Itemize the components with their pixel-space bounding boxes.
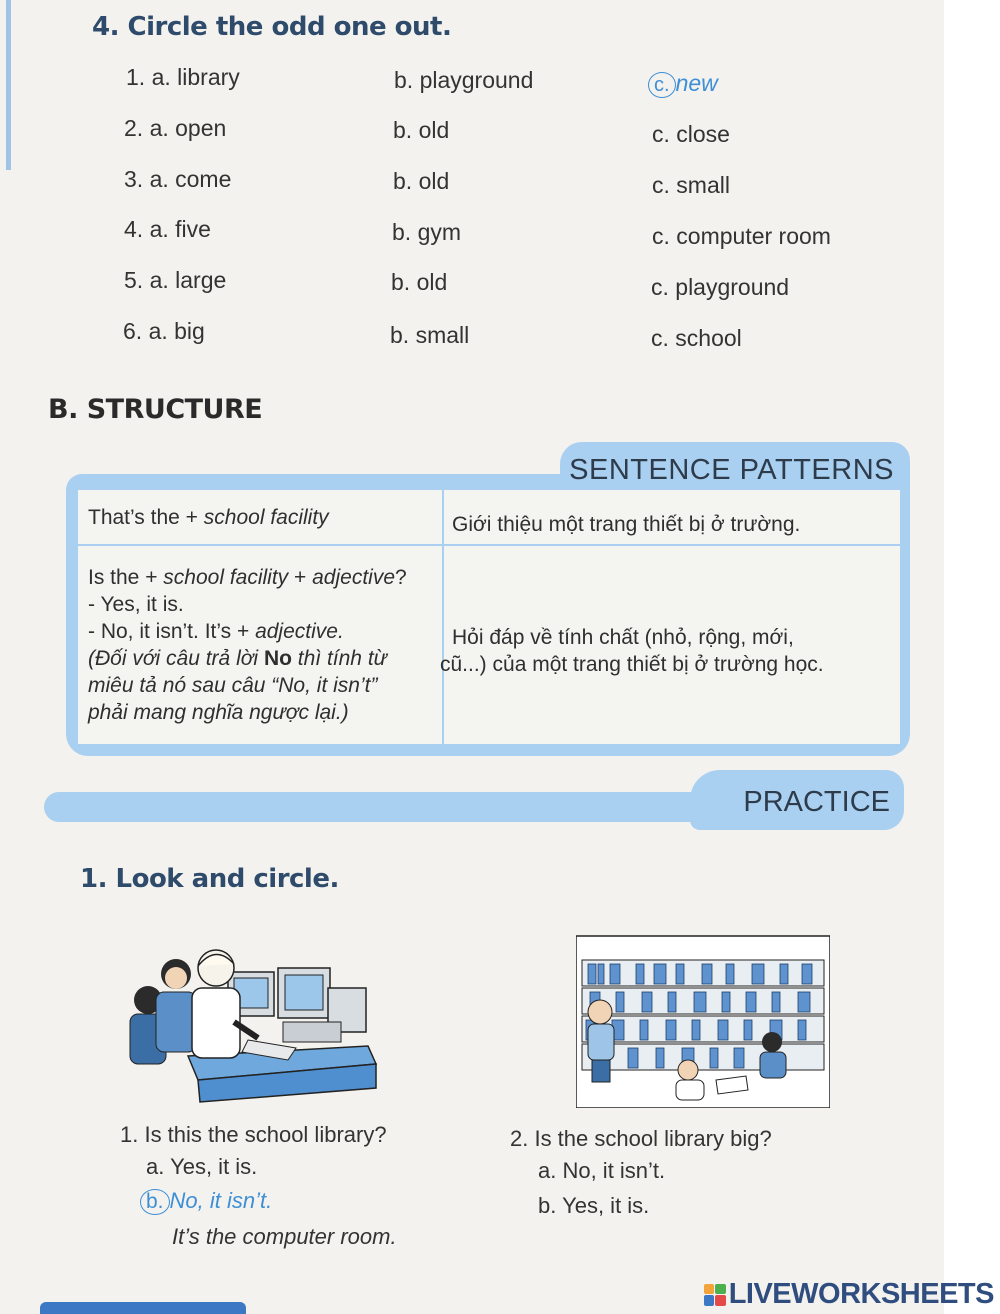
answer-circle: b. <box>140 1189 170 1215</box>
option-1a[interactable]: 1. a. library <box>126 64 240 90</box>
option-1b[interactable]: b. playground <box>394 67 534 93</box>
pattern-2-l1-end: ? <box>395 566 407 589</box>
left-margin-rule <box>6 0 11 170</box>
option-4b[interactable]: b. gym <box>392 219 462 245</box>
question-2-option-a[interactable]: a. No, it isn’t. <box>538 1158 666 1183</box>
option-1c-text: new <box>675 70 718 96</box>
option-5a[interactable]: 5. a. large <box>124 267 227 293</box>
pattern-1-italic: school facility <box>203 506 329 529</box>
option-5b[interactable]: b. old <box>391 269 448 295</box>
pattern-2-line-1 <box>88 564 407 591</box>
liveworksheets-logo[interactable] <box>704 1278 994 1311</box>
answer-circle: c. <box>648 72 676 98</box>
practice-label: PRACTICE <box>743 786 890 818</box>
pattern-2-l3-italic: adjective. <box>255 620 344 643</box>
pattern-2-line-4 <box>88 645 407 672</box>
option-4a[interactable]: 4. a. five <box>124 216 211 242</box>
option-4c[interactable]: c. computer room <box>652 223 831 249</box>
right-page-margin <box>944 0 1000 1314</box>
option-3a[interactable]: 3. a. come <box>124 166 232 192</box>
liveworksheets-logo-icon <box>704 1284 726 1306</box>
option-2b[interactable]: b. old <box>393 117 450 143</box>
pattern-2-l4-post: thì tính từ <box>291 647 387 670</box>
option-6c[interactable]: c. school <box>651 325 742 351</box>
pattern-2-meaning-line-1: Hỏi đáp về tính chất (nhỏ, rộng, mới, <box>452 626 794 649</box>
pattern-2-l1-italic-1: school facility <box>163 566 289 589</box>
question-1-option-b-answer[interactable] <box>140 1188 272 1215</box>
question-2: 2. Is the school library big? <box>510 1126 772 1151</box>
pattern-2-l1-pre: Is the + <box>88 566 164 589</box>
computer-room-illustration <box>118 938 378 1104</box>
library-illustration <box>576 930 830 1108</box>
option-6b[interactable]: b. small <box>390 322 470 348</box>
option-5c[interactable]: c. playground <box>651 274 790 300</box>
pattern-2-line-5: miêu tả nó sau câu “No, it isn’t” <box>88 674 378 697</box>
pattern-2-meaning-line-2: cũ...) của một trang thiết bị ở trường học. <box>440 653 824 676</box>
pattern-2-line-3 <box>88 618 407 645</box>
pattern-1-structure <box>88 504 329 531</box>
practice-tab <box>690 770 904 830</box>
pattern-2-meaning <box>440 624 824 678</box>
sentence-patterns-label: SENTENCE PATTERNS <box>569 454 894 486</box>
question-1-option-b-text: No, it isn’t. <box>169 1188 273 1213</box>
look-and-circle-title: 1. Look and circle. <box>80 864 339 894</box>
option-1c-answer[interactable] <box>648 70 718 98</box>
table-divider-vertical <box>442 490 444 744</box>
table-divider-horizontal <box>78 544 900 546</box>
bottom-color-strip <box>40 1302 246 1314</box>
question-1-option-a[interactable]: a. Yes, it is. <box>146 1154 258 1179</box>
option-2a[interactable]: 2. a. open <box>124 115 227 141</box>
pattern-2-line-6: phải mang nghĩa ngược lại.) <box>88 701 349 724</box>
option-6a[interactable]: 6. a. big <box>123 318 205 344</box>
option-3c[interactable]: c. small <box>652 172 730 198</box>
pattern-2-l4-pre: (Đối với câu trả lời <box>88 647 264 670</box>
question-1: 1. Is this the school library? <box>120 1122 387 1147</box>
pattern-2-line-2: - Yes, it is. <box>88 593 184 616</box>
liveworksheets-brand-text: LIVEWORKSHEETS <box>728 1278 994 1310</box>
sentence-patterns-table <box>78 490 900 744</box>
pattern-2-l1-mid: + <box>288 566 313 589</box>
pattern-2-structure <box>88 564 407 726</box>
structure-title: B. STRUCTURE <box>48 394 263 425</box>
exercise-4-title: 4. Circle the odd one out. <box>92 12 452 42</box>
question-1-written-answer: It’s the computer room. <box>172 1224 397 1249</box>
option-3b[interactable]: b. old <box>393 168 450 194</box>
pattern-1-meaning: Giới thiệu một trang thiết bị ở trường. <box>452 513 801 536</box>
pattern-2-l1-italic-2: adjective <box>312 566 396 589</box>
sentence-patterns-tab <box>560 442 910 494</box>
option-2c[interactable]: c. close <box>652 121 730 147</box>
pattern-2-l4-bold: No <box>263 647 292 670</box>
question-2-option-b[interactable]: b. Yes, it is. <box>538 1193 650 1218</box>
pattern-1-text: That’s the + <box>88 506 204 529</box>
pattern-2-l3-pre: - No, it isn’t. It’s + <box>88 620 256 643</box>
